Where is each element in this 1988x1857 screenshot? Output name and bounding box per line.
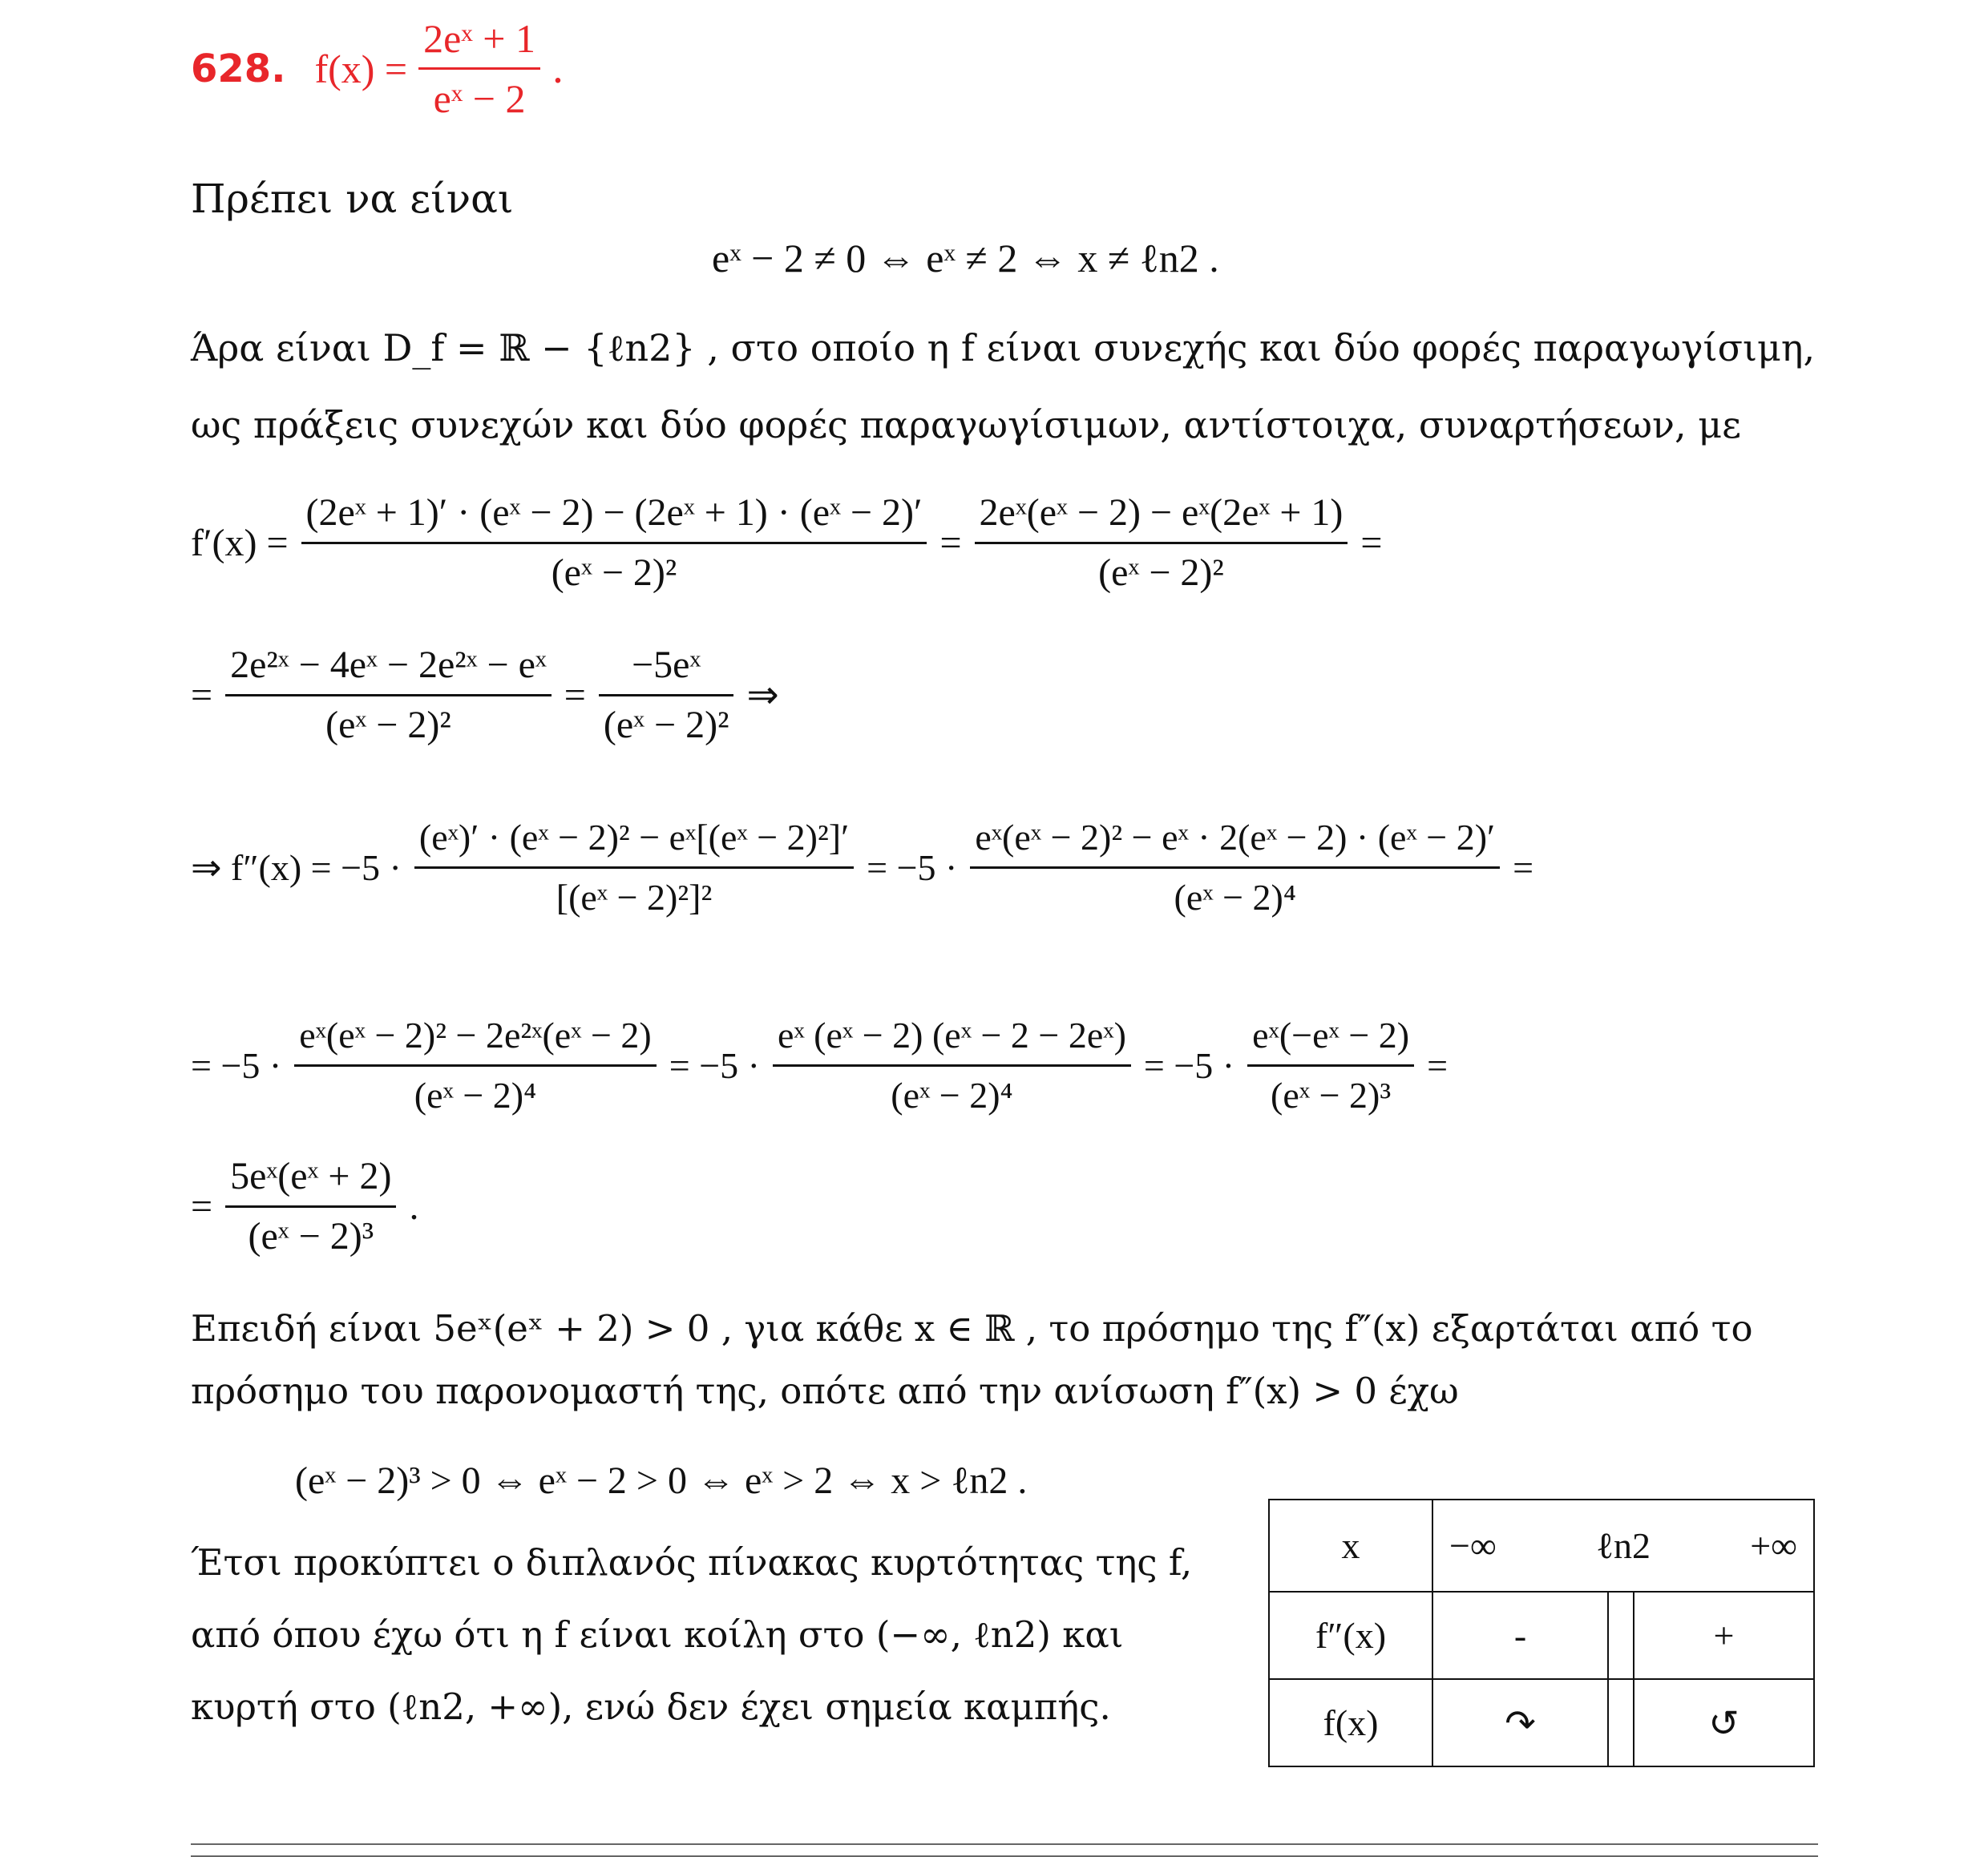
f2-lhs: ⇒ f″(x) = −5 · [191, 846, 402, 888]
f1-fraction-2 [975, 489, 1348, 597]
problem-header [191, 14, 564, 123]
fraction-bar [599, 694, 734, 696]
f1-num-2: 2eˣ(eˣ − 2) − eˣ(2eˣ + 1) [979, 491, 1344, 534]
minus-five: = −5 · [191, 1044, 282, 1086]
r4-num-2: eˣ (eˣ − 2) (eˣ − 2 − 2eˣ) [777, 1015, 1126, 1056]
convex-icon: ↺ [1634, 1679, 1814, 1766]
double-bar-cell [1608, 1679, 1634, 1766]
fraction-bar [773, 1064, 1131, 1067]
r2-fraction-1 [225, 641, 552, 749]
f2-mid: = −5 · [867, 846, 958, 888]
r2-num-1: 2e²ˣ − 4eˣ − 2e²ˣ − eˣ [230, 644, 547, 686]
equals-sign: = [1427, 1044, 1449, 1086]
result-period: . [409, 1185, 419, 1228]
f1-num-1: (2eˣ + 1)′ · (eˣ − 2) − (2eˣ + 1) · (eˣ − 2)′ [305, 491, 923, 534]
fraction-bar [970, 866, 1500, 869]
conclusion-line-2: από όπου έχω ότι η f είναι κοίλη στο (−∞, ℓn2) και [191, 1613, 1124, 1656]
r5-den: (eˣ − 2)³ [248, 1215, 374, 1258]
table-row-x [1269, 1500, 1814, 1592]
function-lhs: f(x) = [314, 46, 408, 91]
minus-infinity: −∞ [1449, 1525, 1497, 1566]
fraction-bar [225, 1205, 396, 1208]
r4-fraction-1 [294, 1011, 657, 1120]
concave-icon: ↷ [1432, 1679, 1608, 1766]
r4-num-1: eˣ(eˣ − 2)² − 2e²ˣ(eˣ − 2) [299, 1015, 652, 1056]
second-derivative-row-2 [191, 1011, 1461, 1120]
first-derivative-row [191, 489, 1395, 597]
function-numerator: 2eˣ + 1 [423, 16, 535, 61]
fraction-bar [414, 866, 854, 869]
since-line: Επειδή είναι 5eˣ(eˣ + 2) > 0 , για κάθε x ∈ ℝ , το πρόσημο της f″(x) εξαρτάται από το [191, 1307, 1753, 1350]
r4-fraction-3 [1247, 1011, 1414, 1120]
f2-header-cell: f″(x) [1269, 1592, 1432, 1679]
table-row-second-derivative [1269, 1592, 1814, 1679]
r2-den-1: (eˣ − 2)² [325, 704, 451, 746]
f1-lhs: f′(x) = [191, 521, 289, 564]
f2-num-1: (eˣ)′ · (eˣ − 2)² − eˣ[(eˣ − 2)²]′ [418, 817, 850, 858]
implies-arrow: ⇒ [746, 673, 779, 717]
fraction-bar [225, 694, 552, 696]
r4-den-1: (eˣ − 2)⁴ [414, 1075, 537, 1116]
second-derivative-result [191, 1153, 431, 1261]
function-fraction [418, 14, 540, 123]
f-header-cell: f(x) [1269, 1679, 1432, 1766]
fraction-bar [1247, 1064, 1414, 1067]
first-derivative-row-2 [191, 641, 792, 749]
fraction-bar [418, 67, 540, 70]
f2-num-2: eˣ(eˣ − 2)² − eˣ · 2(eˣ − 2) · (eˣ − 2)′ [975, 817, 1496, 858]
r4-den-3: (eˣ − 2)³ [1271, 1075, 1392, 1116]
r5-fraction [225, 1153, 396, 1261]
f2-den-1: [(eˣ − 2)²]² [556, 877, 713, 918]
r4-num-3: eˣ(−eˣ − 2) [1252, 1015, 1410, 1056]
r4-fraction-2 [773, 1011, 1131, 1120]
equals-sign: = [564, 673, 586, 717]
domain-line-2: ως πράξεις συνεχών και δύο φορές παραγωγίσιμων, αντίστοιχα, συναρτήσεων, με [191, 403, 1741, 446]
minus-five: = −5 · [1143, 1044, 1235, 1086]
equals-sign: = [191, 1185, 213, 1228]
conclusion-line-3: κυρτή στο (ℓn2, +∞), ενώ δεν έχει σημεία καμπής. [191, 1685, 1111, 1728]
equals-sign: = [191, 673, 213, 717]
f2-den-2: (eˣ − 2)⁴ [1174, 877, 1296, 918]
equals-sign: = [1513, 846, 1534, 888]
second-derivative-row [191, 813, 1546, 922]
problem-number: 628. [191, 46, 286, 91]
f1-den-2: (eˣ − 2)² [1098, 551, 1224, 594]
must-be-text: Πρέπει να είναι [191, 176, 514, 222]
r2-fraction-2 [599, 641, 734, 749]
f2-fraction-2 [970, 813, 1500, 922]
header-period: . [551, 45, 564, 92]
f1-fraction-1 [301, 489, 927, 597]
since-line-2: πρόσημο του παρονομαστή της, οπότε από την ανίσωση f″(x) > 0 έχω [191, 1370, 1459, 1412]
f2-fraction-1 [414, 813, 854, 922]
equals-sign: = [1360, 521, 1383, 564]
equals-sign: = [939, 521, 962, 564]
x-values-cell [1432, 1500, 1814, 1592]
table-row-function [1269, 1679, 1814, 1766]
domain-condition: eˣ − 2 ≠ 0 ⇔ eˣ ≠ 2 ⇔ x ≠ ℓn2 . [712, 236, 1219, 281]
domain-line: Άρα είναι D_f = ℝ − {ℓn2} , στο οποίο η f είναι συνεχής και δύο φορές παραγωγίσιμη, [191, 326, 1816, 369]
inequality-chain: (eˣ − 2)³ > 0 ⇔ eˣ − 2 > 0 ⇔ eˣ > 2 ⇔ x > ℓn2 . [295, 1459, 1028, 1502]
sign-left-cell: - [1432, 1592, 1608, 1679]
plus-infinity: +∞ [1750, 1525, 1797, 1566]
fraction-bar [301, 542, 927, 544]
r4-den-2: (eˣ − 2)⁴ [891, 1075, 1013, 1116]
ln2-point: ℓn2 [1595, 1525, 1651, 1566]
fraction-bar [975, 542, 1348, 544]
r2-num-2: −5eˣ [632, 644, 701, 686]
x-header-cell: x [1269, 1500, 1432, 1592]
page-rule [191, 1843, 1818, 1845]
minus-five: = −5 · [669, 1044, 760, 1086]
r2-den-2: (eˣ − 2)² [603, 704, 729, 746]
fraction-bar [294, 1064, 657, 1067]
sign-right-cell: + [1634, 1592, 1814, 1679]
double-bar-cell [1608, 1592, 1634, 1679]
f1-den-1: (eˣ − 2)² [551, 551, 677, 594]
r5-num: 5eˣ(eˣ + 2) [230, 1155, 392, 1197]
conclusion-line-1: Έτσι προκύπτει ο διπλανός πίνακας κυρτότητας της f, [191, 1541, 1193, 1584]
convexity-table [1268, 1499, 1815, 1767]
function-denominator: eˣ − 2 [433, 76, 526, 121]
